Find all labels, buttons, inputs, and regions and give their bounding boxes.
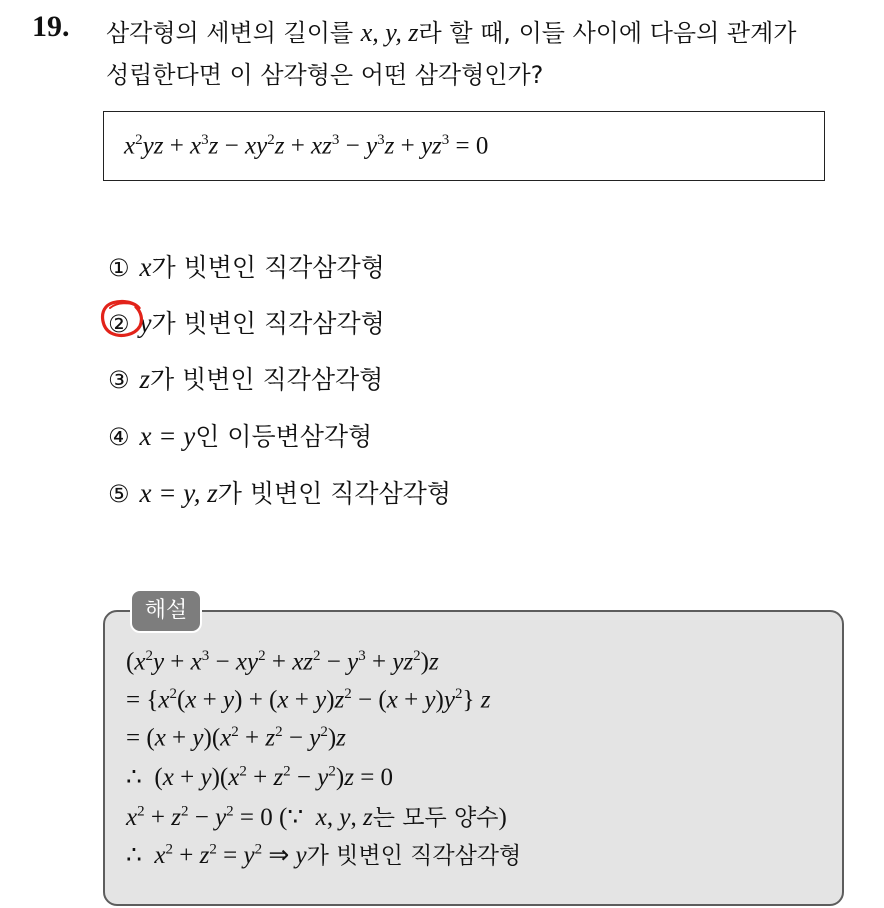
equation-box bbox=[103, 111, 825, 181]
solution-line-2: = $\{x^2(x + y) + (x + y)z^2 - (x + y)y^2\}$ z bbox=[126, 686, 491, 714]
choice-4[interactable]: ④ x = y인 이등변삼각형 bbox=[108, 421, 373, 451]
choice-2[interactable]: ② y가 빗변인 직각삼각형 bbox=[108, 308, 385, 338]
solution-line-3: = $(x + y)(x^2 + z^2 - y^2)z$ bbox=[126, 724, 346, 752]
solution-line-4: ∴ $(x + y)(x^2 + z^2 - y^2)z = 0$ bbox=[126, 763, 394, 791]
equation: $x^2yz + x^3z - xy^2z + xz^3 - y^3z + yz^3 = 0$ bbox=[124, 132, 489, 160]
choice-1[interactable]: ① x가 빗변인 직각삼각형 bbox=[108, 252, 385, 282]
choice-3[interactable]: ③ z가 빗변인 직각삼각형 bbox=[108, 364, 384, 394]
solution-line-1: $(x^2y + x^3 - xy^2 + xz^2 - y^3 + yz^2)z$ bbox=[126, 648, 439, 676]
question-vars: x, y, z bbox=[360, 18, 419, 47]
question-line-1: 삼각형의 세변의 길이를 x, y, z라 할 때, 이들 사이에 다음의 관계가 bbox=[106, 18, 797, 47]
question-number: 19. bbox=[32, 10, 70, 43]
solution-line-5: $x^2 + z^2 - y^2 = 0$ (∵ x, y, z는 모두 양수) bbox=[126, 803, 507, 831]
answer-mark-circle-icon bbox=[99, 298, 145, 338]
solution-tab: 해설 bbox=[130, 589, 202, 633]
solution-line-6: ∴ $x^2 + z^2 = y^2$ ⇒ y가 빗변인 직각삼각형 bbox=[126, 841, 522, 869]
question-line-2: 성립한다면 이 삼각형은 어떤 삼각형인가? bbox=[106, 61, 544, 89]
choice-5[interactable]: ⑤ x = y, z가 빗변인 직각삼각형 bbox=[108, 478, 451, 508]
